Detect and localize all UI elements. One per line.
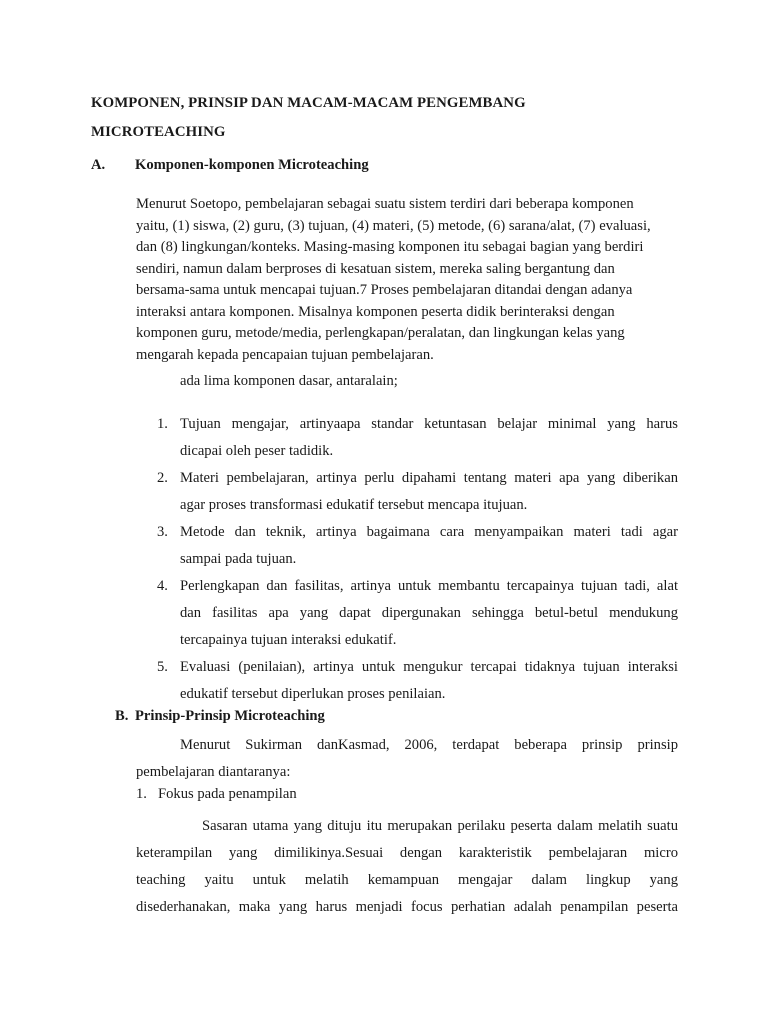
- list-item-line: dicapai oleh peser tadidik.: [180, 443, 334, 459]
- list-item-number: 1.: [157, 416, 168, 432]
- paragraph-line: Sasaran utama yang dituju itu merupakan perilaku peserta dalam melatih suatu: [202, 818, 678, 834]
- section-a-heading: [91, 157, 369, 174]
- list-item-number: 5.: [157, 659, 168, 675]
- list-item: [157, 519, 678, 573]
- paragraph-line: interaksi antara komponen. Misalnya komponen peserta didik berinteraksi dengan: [136, 303, 615, 320]
- paragraph-line: dan (8) lingkungan/konteks. Masing-masing komponen itu sebagai bagian yang berdiri: [136, 239, 644, 255]
- section-a-letter: A.: [91, 157, 106, 173]
- paragraph-line: Menurut Sukirman danKasmad, 2006, terdapat beberapa prinsip prinsip: [180, 737, 678, 753]
- paragraph-line: yaitu, (1) siswa, (2) guru, (3) tujuan, (4) materi, (5) metode, (6) sarana/alat, (7) evaluasi,: [136, 217, 651, 234]
- section-b-heading: [115, 708, 325, 725]
- subsection-1-heading: [136, 786, 297, 803]
- list-item: [157, 465, 678, 519]
- list-item-line: Tujuan mengajar, artinyaapa standar ketuntasan belajar minimal yang harus: [180, 416, 678, 432]
- list-item-line: sampai pada tujuan.: [180, 551, 297, 567]
- paragraph-line: disederhanakan, maka yang harus menjadi focus perhatian adalah penampilan peserta: [136, 899, 678, 915]
- paragraph-line: sendiri, namun dalam berproses di kesatuan sistem, mereka saling bergantung dan: [136, 260, 615, 277]
- list-item-number: 3.: [157, 524, 168, 540]
- list-item: [157, 411, 678, 465]
- list-item: [157, 573, 678, 654]
- paragraph-line: mengarah kepada pencapaian tujuan pembelajaran.: [136, 346, 434, 363]
- paragraph-line: Menurut Soetopo, pembelajaran sebagai suatu sistem terdiri dari beberapa komponen: [136, 196, 634, 212]
- list-item-line: edukatif tersebut diperlukan proses penilaian.: [180, 686, 446, 702]
- subsection-1-paragraph: [136, 813, 678, 921]
- paragraph-line: bersama-sama untuk mencapai tujuan.7 Proses pembelajaran ditandai dengan adanya: [136, 282, 633, 298]
- section-a-title: Komponen-komponen Microteaching: [135, 157, 369, 173]
- document-title-line-1: KOMPONEN, PRINSIP DAN MACAM-MACAM PENGEMBANG: [91, 95, 526, 111]
- list-item-number: 2.: [157, 470, 168, 486]
- list-item-number: 4.: [157, 578, 168, 594]
- list-item-line: tercapainya tujuan interaksi edukatif.: [180, 632, 397, 648]
- subsection-1-number: 1.: [136, 786, 147, 802]
- list-item-line: Evaluasi (penilaian), artinya untuk mengukur tercapai tidaknya tujuan interaksi: [180, 659, 678, 675]
- list-item-line: dan fasilitas apa yang dapat dipergunakan sehingga betul-betul mendukung: [180, 605, 678, 621]
- section-b-title: Prinsip-Prinsip Microteaching: [135, 708, 325, 724]
- list-item-line: Materi pembelajaran, artinya perlu dipahami tentang materi apa yang diberikan: [180, 470, 678, 486]
- list-item: [157, 654, 678, 708]
- section-b-letter: B.: [115, 708, 129, 724]
- subsection-1-title: Fokus pada penampilan: [158, 786, 297, 802]
- paragraph-line: teaching yaitu untuk melatih kemampuan mengajar dalam lingkup yang: [136, 872, 678, 888]
- document-title-line-2: MICROTEACHING: [91, 124, 226, 140]
- section-b-intro: [136, 732, 678, 786]
- paragraph-line: pembelajaran diantaranya:: [136, 764, 291, 780]
- list-item-line: Metode dan teknik, artinya bagaimana cara menyampaikan materi tadi agar: [180, 524, 678, 540]
- list-item-line: Perlengkapan dan fasilitas, artinya untuk membantu tercapainya tujuan tadi, alat: [180, 578, 678, 594]
- components-list: [157, 411, 678, 708]
- paragraph-line: keterampilan yang dimilikinya.Sesuai dengan karakteristik pembelajaran micro: [136, 845, 678, 861]
- components-intro: ada lima komponen dasar, antaralain;: [180, 373, 398, 389]
- paragraph-line: komponen guru, metode/media, perlengkapan/peralatan, dan lingkungan kelas yang: [136, 325, 625, 341]
- list-item-line: agar proses transformasi edukatif tersebut mencapa itujuan.: [180, 497, 528, 513]
- section-a-paragraph: [136, 194, 677, 366]
